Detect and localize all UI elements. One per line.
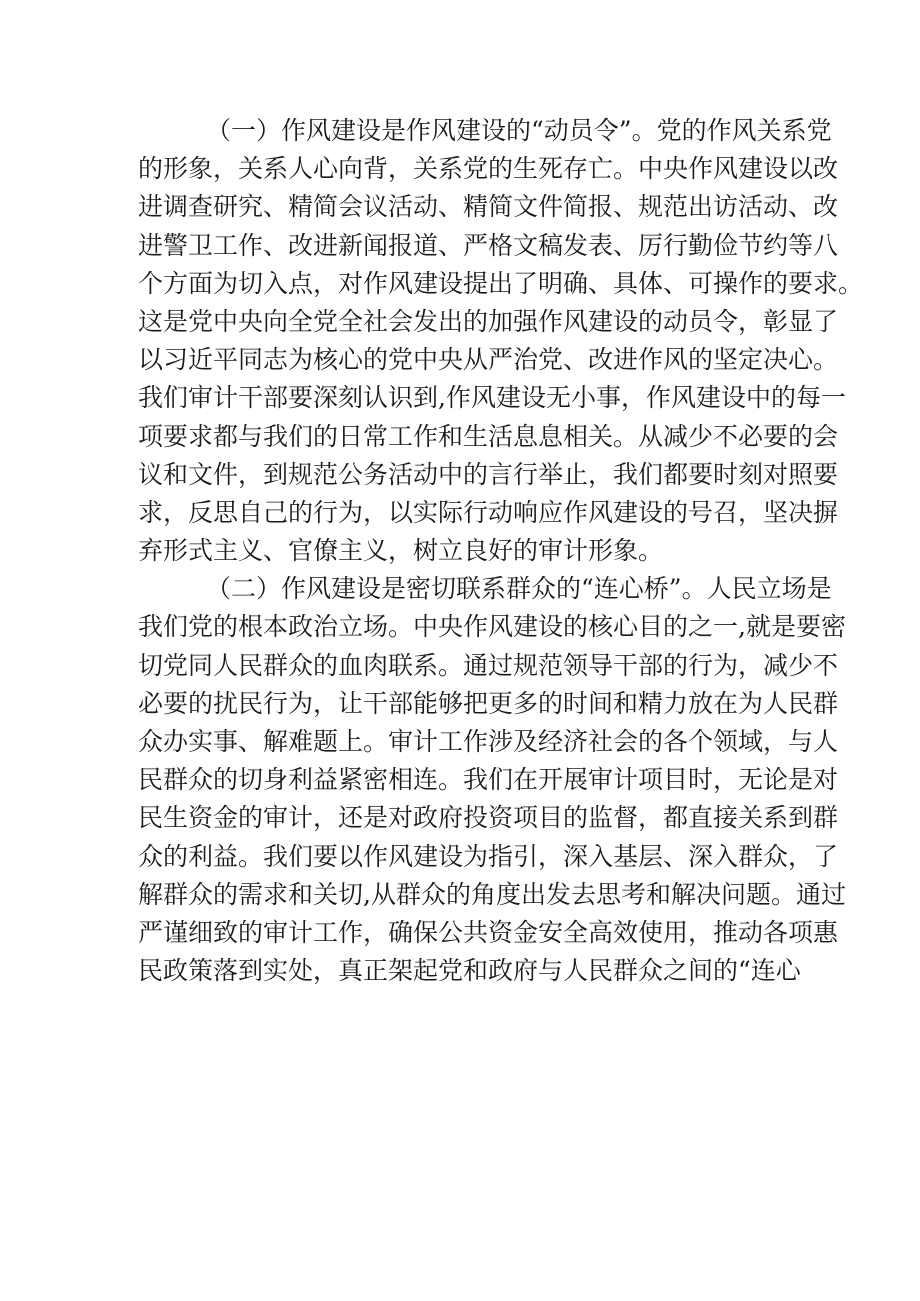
paragraph-2-line-11: 民政策落到实处，真正架起党和政府与人民群众之间的“连心 xyxy=(138,956,801,986)
paragraph-2-line-3: 切党同人民群众的血肉联系。通过规范领导干部的行为，减少不 xyxy=(138,650,839,680)
paragraph-2-line-7: 民生资金的审计，还是对政府投资项目的监督，都直接关系到群 xyxy=(138,803,839,833)
paragraph-2-line-4: 必要的扰民行为，让干部能够把更多的时间和精力放在为人民群 xyxy=(138,688,839,718)
paragraph-1-line-9: 项要求都与我们的日常工作和生活息息相关。从减少不必要的会 xyxy=(138,421,839,451)
paragraph-1-line-4: 进警卫工作、改进新闻报道、严格文稿发表、厉行勤俭节约等八 xyxy=(138,230,839,260)
paragraph-1-line-1: （一）作风建设是作风建设的“动员令”。党的作风关系党 xyxy=(206,116,832,145)
paragraph-2-line-10: 严谨细致的审计工作，确保公共资金安全高效使用，推动各项惠 xyxy=(138,917,839,947)
paragraph-1-line-12: 弃形式主义、官僚主义，树立良好的审计形象。 xyxy=(138,536,664,566)
paragraph-1-line-6: 这是党中央向全党全社会发出的加强作风建设的动员令，彰显了 xyxy=(138,306,839,336)
paragraph-2-line-9: 解群众的需求和关切,从群众的角度出发去思考和解决问题。通过 xyxy=(138,879,846,909)
paragraph-2-line-8: 众的利益。我们要以作风建设为指引，深入基层、深入群众，了 xyxy=(138,841,839,871)
paragraph-1-line-5: 个方面为切入点，对作风建设提出了明确、具体、可操作的要求。 xyxy=(138,268,864,298)
paragraph-1-line-7: 以习近平同志为核心的党中央从严治党、改进作风的坚定决心。 xyxy=(138,345,839,375)
paragraph-2-line-2: 我们党的根本政治立场。中央作风建设的核心目的之一,就是要密 xyxy=(138,612,846,642)
paragraph-1-line-8: 我们审计干部要深刻认识到,作风建设无小事，作风建设中的每一 xyxy=(138,383,846,413)
paragraph-1-line-10: 议和文件，到规范公务活动中的言行举止，我们都要时刻对照要 xyxy=(138,459,839,489)
paragraph-2-line-6: 民群众的切身利益紧密相连。我们在开展审计项目时，无论是对 xyxy=(138,765,839,795)
paragraph-2-line-5: 众办实事、解难题上。审计工作涉及经济社会的各个领域，与人 xyxy=(138,727,839,756)
paragraph-1-line-3: 进调查研究、精简会议活动、精简文件简报、规范出访活动、改 xyxy=(138,192,839,222)
body-text xyxy=(138,112,864,990)
paragraph-1-line-2: 的形象，关系人心向背，关系党的生死存亡。中央作风建设以改 xyxy=(138,154,839,184)
paragraph-1-line-11: 求，反思自己的行为，以实际行动响应作风建设的号召，坚决摒 xyxy=(138,497,839,527)
paragraph-2-line-1: （二）作风建设是密切联系群众的“连心桥”。人民立场是 xyxy=(206,574,832,604)
